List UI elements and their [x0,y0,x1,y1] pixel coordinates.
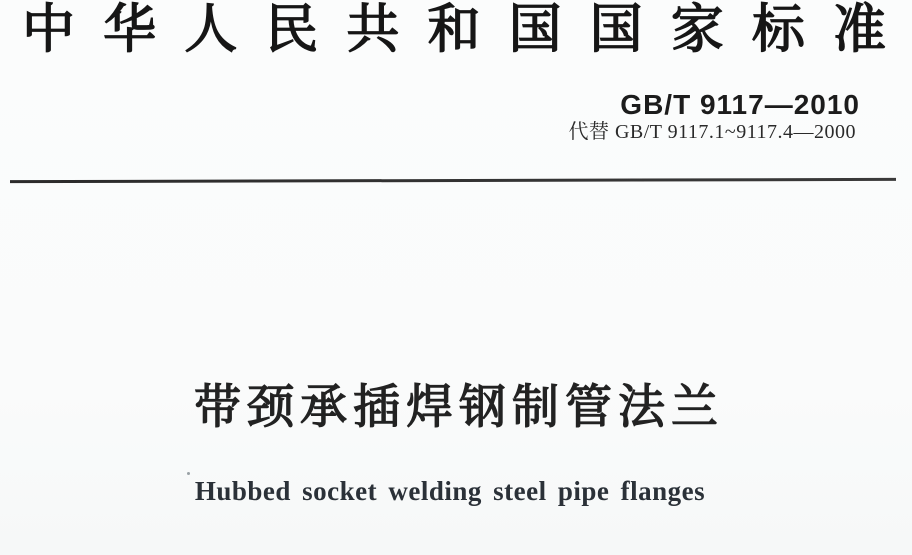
title-character: 兰 [671,380,718,433]
title-character: 法 [618,380,665,433]
document-title-en: Hubbed socket welding steel pipe flanges [194,476,706,506]
title-character: 家 [670,1,724,59]
title-character: 国 [508,1,562,59]
standard-code: GB/T 9117—2010 [620,89,860,120]
title-character: 带 [194,380,241,433]
title-character: 插 [353,380,400,433]
title-character: 和 [427,1,481,59]
title-character: 中 [22,1,75,59]
national-standard-heading [22,1,886,59]
title-character: 准 [832,1,886,59]
superseded-note: 代替 GB/T 9117.1~9117.4—2000 [568,121,856,144]
title-character: 人 [184,1,238,59]
standard-code-block [568,90,860,143]
title-character: 共 [346,1,400,59]
scan-speck [187,472,190,475]
title-character: 颈 [247,380,294,433]
document-title-zh [0,380,912,433]
title-character: 承 [300,380,347,433]
title-character: 管 [565,380,612,433]
title-character: 钢 [459,380,506,433]
title-character: 国 [589,1,643,59]
title-character: 民 [265,1,319,59]
title-character: 标 [751,1,805,59]
header-rule [10,178,896,183]
title-character: 焊 [406,380,453,433]
title-character: 华 [103,1,157,59]
title-character: 制 [512,380,559,433]
